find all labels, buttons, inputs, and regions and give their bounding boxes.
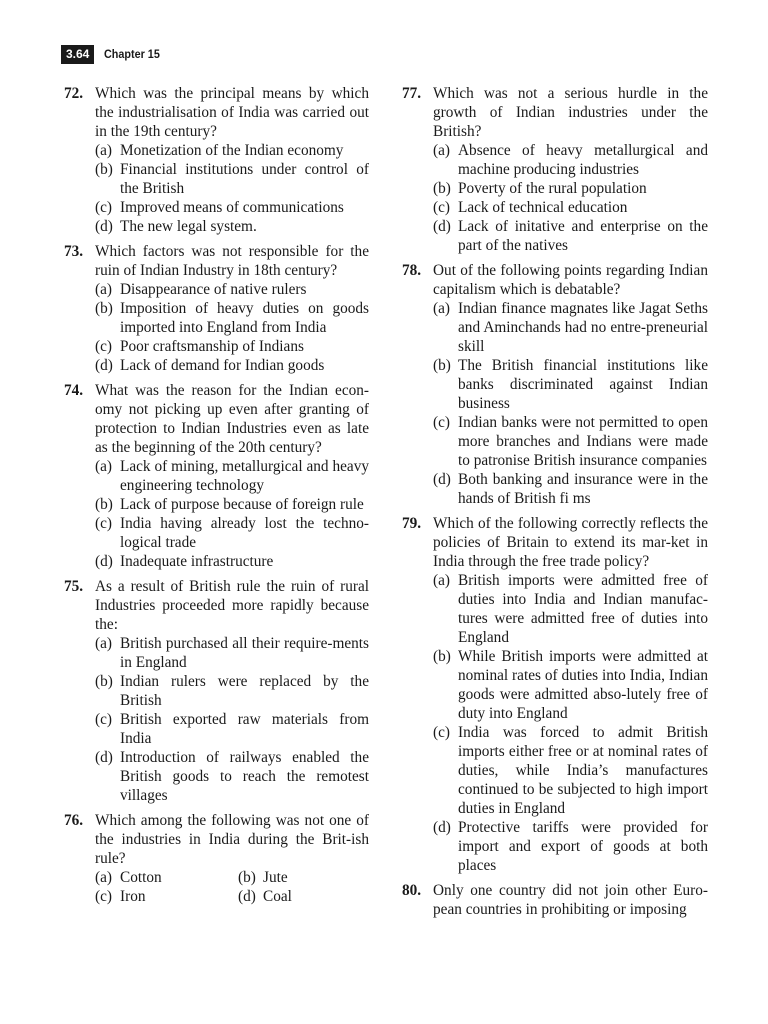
option-text: Imposition of heavy duties on goods imported into England from India [120,300,369,336]
question-79 [402,514,708,875]
option-label: (c) [95,515,112,532]
option-text: The new legal system. [120,218,257,235]
option-a [95,457,369,495]
option-label: (d) [238,888,256,905]
question-text: Only one country did not join other Euro-pean countries in prohibiting or imposing [433,882,708,918]
option-label: (a) [433,142,450,159]
option-c [95,337,369,356]
page-number: 3.64 [61,45,94,64]
option-label: (b) [433,648,451,665]
question-text: As a result of British rule the ruin of rural Industries proceeded more rapidly because the: [95,578,369,633]
option-label: (b) [433,357,451,374]
option-c [433,723,708,818]
option-text: Jute [263,869,288,886]
option-text: Indian finance magnates like Jagat Seths and Aminchands had no entre-preneurial skill [458,300,708,355]
question-text: Which among the following was not one of the industries in India during the Brit-ish rule? [95,812,369,867]
option-label: (d) [433,218,451,235]
options-list [433,299,708,508]
question-text: Which was not a serious hurdle in the growth of Indian industries under the British? [433,85,708,140]
question-number: 73. [64,243,84,260]
option-c [433,413,708,470]
option-label: (b) [95,300,113,317]
option-label: (d) [95,357,113,374]
option-text: Inadequate infrastructure [120,553,274,570]
option-label: (a) [433,572,450,589]
option-b [95,160,369,198]
option-text: Monetization of the Indian economy [120,142,344,159]
question-number: 77. [402,85,422,102]
option-text: Cotton [120,869,162,886]
option-text: Lack of technical education [458,199,628,216]
option-b [95,495,369,514]
option-text: Poor craftsmanship of Indians [120,338,304,355]
option-b [433,647,708,723]
option-label: (d) [95,218,113,235]
option-label: (b) [95,161,113,178]
question-80 [402,881,708,919]
option-b [433,179,708,198]
option-b [95,299,369,337]
option-b [433,356,708,413]
option-label: (d) [433,471,451,488]
question-text: Which was the principal means by which the industrialisation of India was carried out in the 19th century? [95,85,369,140]
option-d [95,552,369,571]
option-label: (d) [433,819,451,836]
option-label: (c) [95,338,112,355]
chapter-title: Chapter 15 [104,47,161,61]
question-73 [64,242,369,375]
question-72 [64,84,369,236]
right-column [402,84,708,919]
option-d [433,818,708,875]
option-c [95,198,369,217]
option-text: Improved means of communications [120,199,344,216]
option-a [95,280,369,299]
question-74 [64,381,369,571]
option-label: (a) [95,869,112,886]
question-number: 80. [402,882,422,899]
option-d [433,217,708,255]
option-c [433,198,708,217]
question-number: 74. [64,382,84,399]
option-d [238,887,369,906]
question-number: 76. [64,812,84,829]
option-text: Indian banks were not permitted to open more branches and Indians were made to patronise British insurance companies [458,414,708,469]
option-text: Both banking and insurance were in the hands of British fi ms [458,471,708,507]
option-text: British purchased all their require-ments in England [120,635,369,671]
option-text: India was forced to admit British imports either free or at nominal rates of duties, while India’s manufactures continued to be subjected to high import duties in England [458,724,708,817]
question-number: 79. [402,515,422,532]
option-text: While British imports were admitted at nominal rates of duties into India, Indian goods were admitted abso-lutely free of duty into England [458,648,708,722]
question-number: 75. [64,578,84,595]
option-d [95,748,369,805]
options-list [95,141,369,236]
option-text: Iron [120,888,146,905]
option-text: Lack of initative and enterprise on the part of the natives [458,218,708,254]
question-76 [64,811,369,906]
question-text: Which factors was not responsible for the ruin of Indian Industry in 18th century? [95,243,369,279]
option-text: The British financial institutions like banks discriminated against Indian business [458,357,708,412]
option-label: (c) [95,888,112,905]
option-text: Lack of demand for Indian goods [120,357,325,374]
question-number: 78. [402,262,422,279]
option-text: Introduction of railways enabled the British goods to reach the remotest villages [120,749,369,804]
option-text: Lack of purpose because of foreign rule [120,496,364,513]
options-list [95,868,369,906]
question-77 [402,84,708,255]
question-text: What was the reason for the Indian econ-omy not picking up even after granting of protection to Indian Industries even as late as the beginning of the 20th century? [95,382,369,456]
option-a [95,141,369,160]
option-d [433,470,708,508]
option-a [433,571,708,647]
option-d [95,217,369,236]
options-list [95,457,369,571]
option-label: (d) [95,553,113,570]
options-list [95,634,369,805]
option-text: Financial institutions under control of the British [120,161,369,197]
option-label: (a) [95,458,112,475]
option-c [95,514,369,552]
option-label: (a) [95,142,112,159]
option-text: Absence of heavy metallurgical and machine producing industries [458,142,708,178]
option-text: Poverty of the rural population [458,180,647,197]
option-label: (c) [95,711,112,728]
question-text: Out of the following points regarding Indian capitalism which is debatable? [433,262,708,298]
option-c [95,887,238,906]
option-label: (a) [433,300,450,317]
option-label: (b) [433,180,451,197]
page-header [61,44,166,64]
question-number: 72. [64,85,84,102]
options-list [433,141,708,255]
option-text: Lack of mining, metallurgical and heavy engineering technology [120,458,369,494]
option-a [433,141,708,179]
option-label: (c) [95,199,112,216]
options-list [95,280,369,375]
option-text: Disappearance of native rulers [120,281,307,298]
option-text: India having already lost the techno-logical trade [120,515,369,551]
option-text: British imports were admitted free of duties into India and Indian manufac-tures were admitted free of duties into England [458,572,708,646]
left-column [64,84,369,906]
option-label: (c) [433,724,450,741]
option-a [95,634,369,672]
option-label: (b) [95,496,113,513]
option-label: (c) [433,414,450,431]
option-text: British exported raw materials from India [120,711,369,747]
question-text: Which of the following correctly reflects the policies of Britain to extend its mar-ket in India through the free trade policy? [433,515,708,570]
question-75 [64,577,369,805]
option-label: (a) [95,281,112,298]
option-d [95,356,369,375]
option-b [95,672,369,710]
option-label: (c) [433,199,450,216]
option-a [433,299,708,356]
option-text: Protective tariffs were provided for import and export of goods at both places [458,819,708,874]
option-c [95,710,369,748]
question-78 [402,261,708,508]
options-list [433,571,708,875]
option-label: (b) [238,869,256,886]
option-text: Coal [263,888,292,905]
option-a [95,868,238,887]
option-label: (a) [95,635,112,652]
option-label: (b) [95,673,113,690]
option-label: (d) [95,749,113,766]
option-b [238,868,369,887]
option-text: Indian rulers were replaced by the British [120,673,369,709]
